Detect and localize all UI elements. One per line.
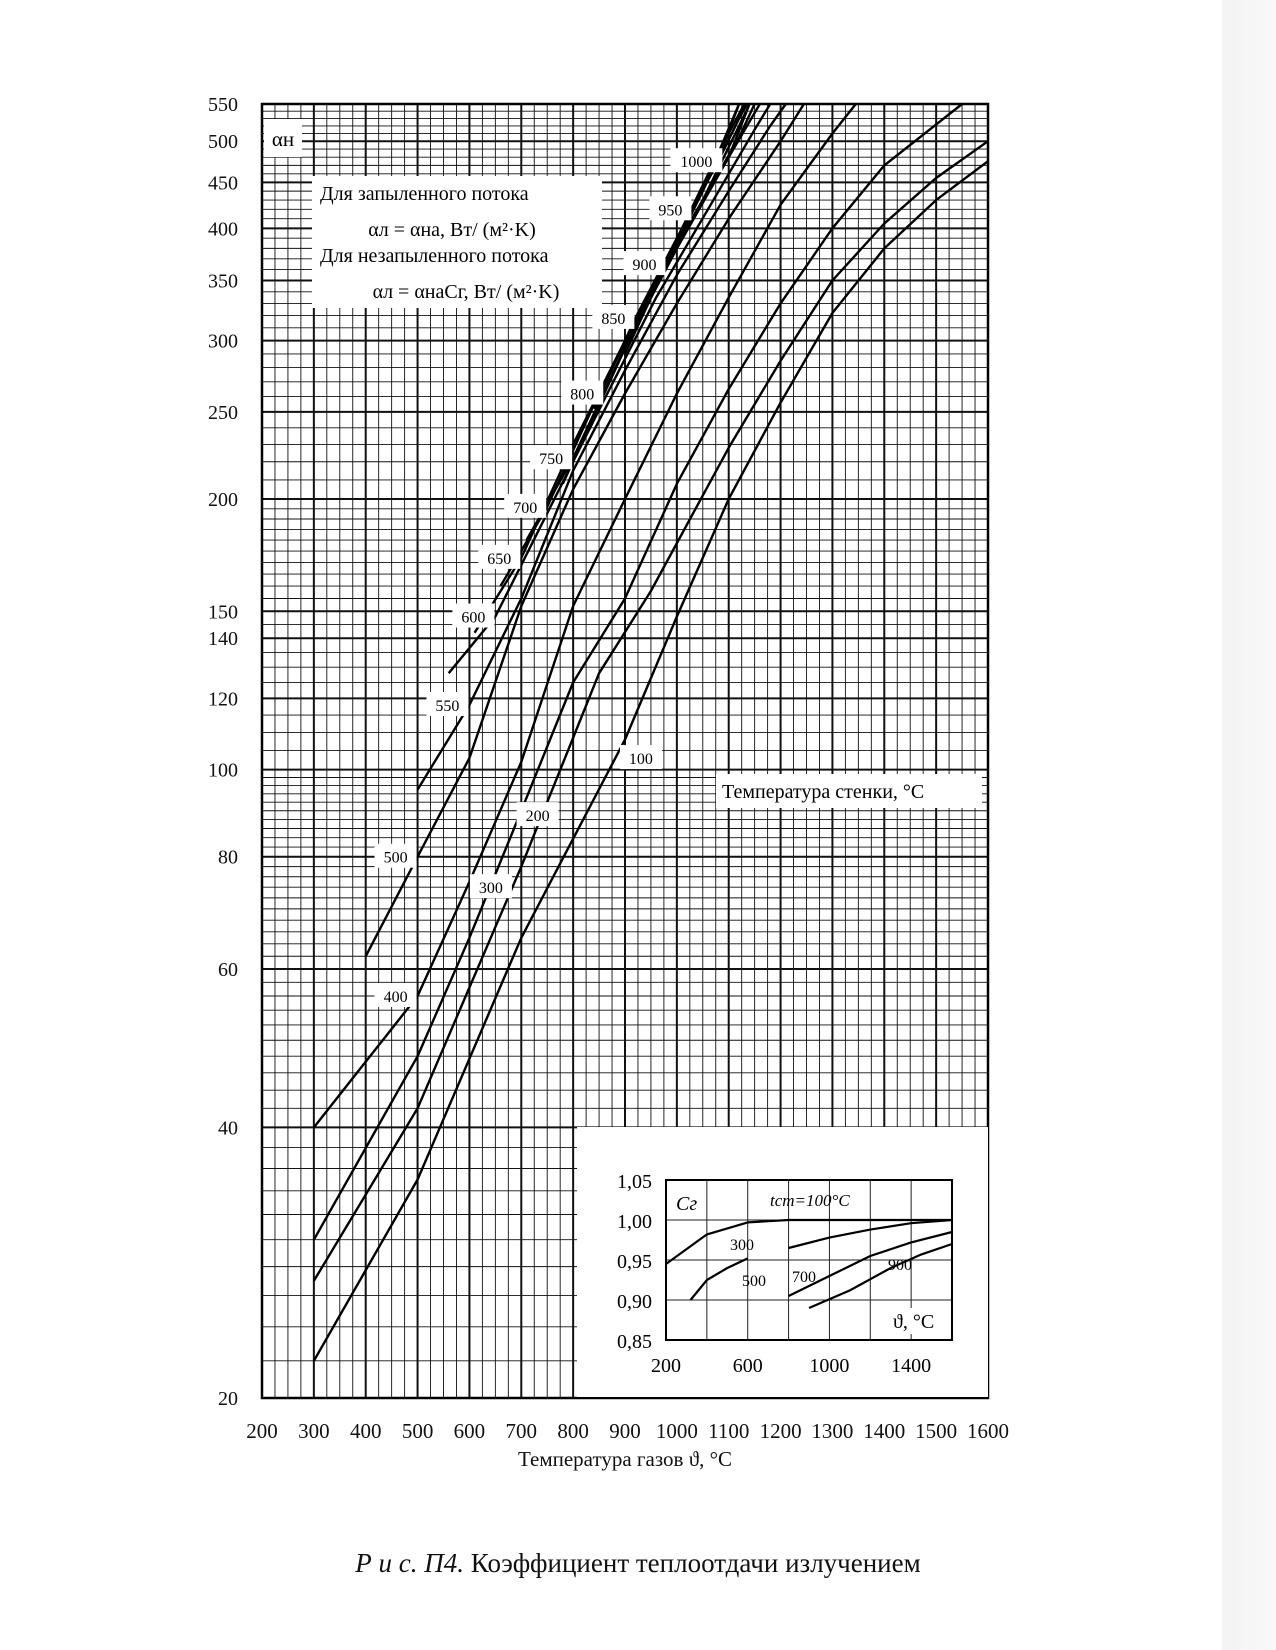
inset-x-tick-label: 1000 [809, 1355, 850, 1377]
caption-label: Р и с. П4. [355, 1548, 465, 1578]
inset-y-tick-label: 0,85 [617, 1331, 652, 1353]
x-tick-label: 600 [453, 1419, 486, 1443]
curve-label-500: 500 [383, 849, 408, 867]
inset-y-tick-label: 0,90 [617, 1291, 652, 1313]
y-tick-label: 120 [208, 688, 238, 711]
y-tick-label: 140 [208, 628, 238, 651]
inset-y-tick-label: 0,95 [617, 1251, 652, 1273]
x-tick-label: 800 [557, 1419, 589, 1443]
curve-label-950: 950 [658, 202, 683, 220]
x-tick-label: 1300 [811, 1419, 854, 1443]
x-tick-label: 200 [246, 1419, 278, 1443]
x-tick-label: 1400 [863, 1419, 906, 1443]
y-tick-label: 550 [208, 94, 238, 116]
curve-label-1000: 1000 [680, 154, 713, 172]
y-tick-label: 450 [208, 172, 238, 195]
x-tick-label: 300 [298, 1419, 330, 1443]
y-tick-label: 150 [208, 601, 238, 624]
inset-x-axis-label: ϑ, °C [893, 1311, 935, 1333]
formula-line-4: αл = αнaCг, Вт/ (м²·K) [372, 281, 560, 303]
inset-x-tick-label: 600 [732, 1355, 763, 1377]
x-tick-label: 1200 [759, 1419, 802, 1443]
inset-x-tick-label: 200 [651, 1355, 681, 1377]
x-tick-label: 1600 [967, 1419, 1009, 1443]
y-tick-label: 200 [208, 488, 238, 511]
curve-label-400: 400 [383, 988, 408, 1006]
x-tick-label: 1100 [708, 1419, 750, 1443]
inset-curve-label-900: 900 [888, 1257, 912, 1274]
legend-title: Температура стенки, °C [722, 781, 925, 803]
x-tick-label: 700 [505, 1419, 538, 1443]
y-tick-label: 250 [208, 401, 238, 424]
y-tick-label: 80 [218, 846, 238, 869]
inset-legend-title: tст=100°С [770, 1191, 850, 1210]
figure-caption [0, 1548, 1276, 1579]
formula-line-2: αл = αнa, Вт/ (м²·K) [368, 219, 536, 241]
curve-label-650: 650 [487, 550, 512, 568]
y-tick-label: 20 [218, 1388, 238, 1410]
curve-label-600: 600 [461, 609, 486, 627]
inset-y-axis-label: Cг [676, 1193, 698, 1215]
inset-curve-label-500: 500 [742, 1273, 766, 1290]
x-axis-label: Температура газов ϑ, °C [517, 1447, 733, 1471]
curve-label-100: 100 [628, 751, 653, 769]
y-tick-label: 400 [208, 218, 238, 241]
formula-line-1: Для запыленного потока [320, 183, 529, 205]
inset-curve-label-300: 300 [730, 1237, 754, 1254]
y-tick-label: 100 [208, 759, 238, 782]
y-tick-label: 500 [208, 131, 238, 154]
curve-label-550: 550 [435, 697, 460, 715]
curve-label-700: 700 [513, 499, 538, 517]
inset-chart [577, 1127, 988, 1397]
curve-label-900: 900 [632, 257, 657, 275]
x-tick-label: 500 [401, 1419, 434, 1443]
inset-y-tick-label: 1,05 [617, 1171, 652, 1193]
x-tick-label: 900 [609, 1419, 641, 1443]
main-annotation-boxes [264, 119, 982, 808]
y-tick-label: 300 [208, 330, 238, 353]
caption-text: Коэффициент теплоотдачи излучением [470, 1548, 921, 1578]
curve-label-850: 850 [601, 310, 626, 328]
inset-curve-label-700: 700 [792, 1269, 816, 1286]
y-tick-label: 40 [218, 1117, 238, 1140]
x-tick-label: 1500 [915, 1419, 958, 1443]
curve-label-800: 800 [570, 386, 595, 404]
x-tick-label: 1000 [655, 1419, 698, 1443]
curve-label-200: 200 [525, 808, 550, 826]
formula-line-3: Для незапыленного потока [320, 245, 549, 267]
curve-label-300: 300 [478, 880, 503, 898]
y-tick-label: 60 [218, 959, 238, 982]
inset-x-tick-label: 1400 [891, 1355, 932, 1377]
inset-y-tick-label: 1,00 [617, 1211, 652, 1233]
y-tick-label: 350 [208, 270, 238, 293]
x-tick-label: 400 [349, 1419, 382, 1443]
y-axis-label: αн [271, 127, 295, 151]
curve-label-750: 750 [539, 451, 564, 469]
